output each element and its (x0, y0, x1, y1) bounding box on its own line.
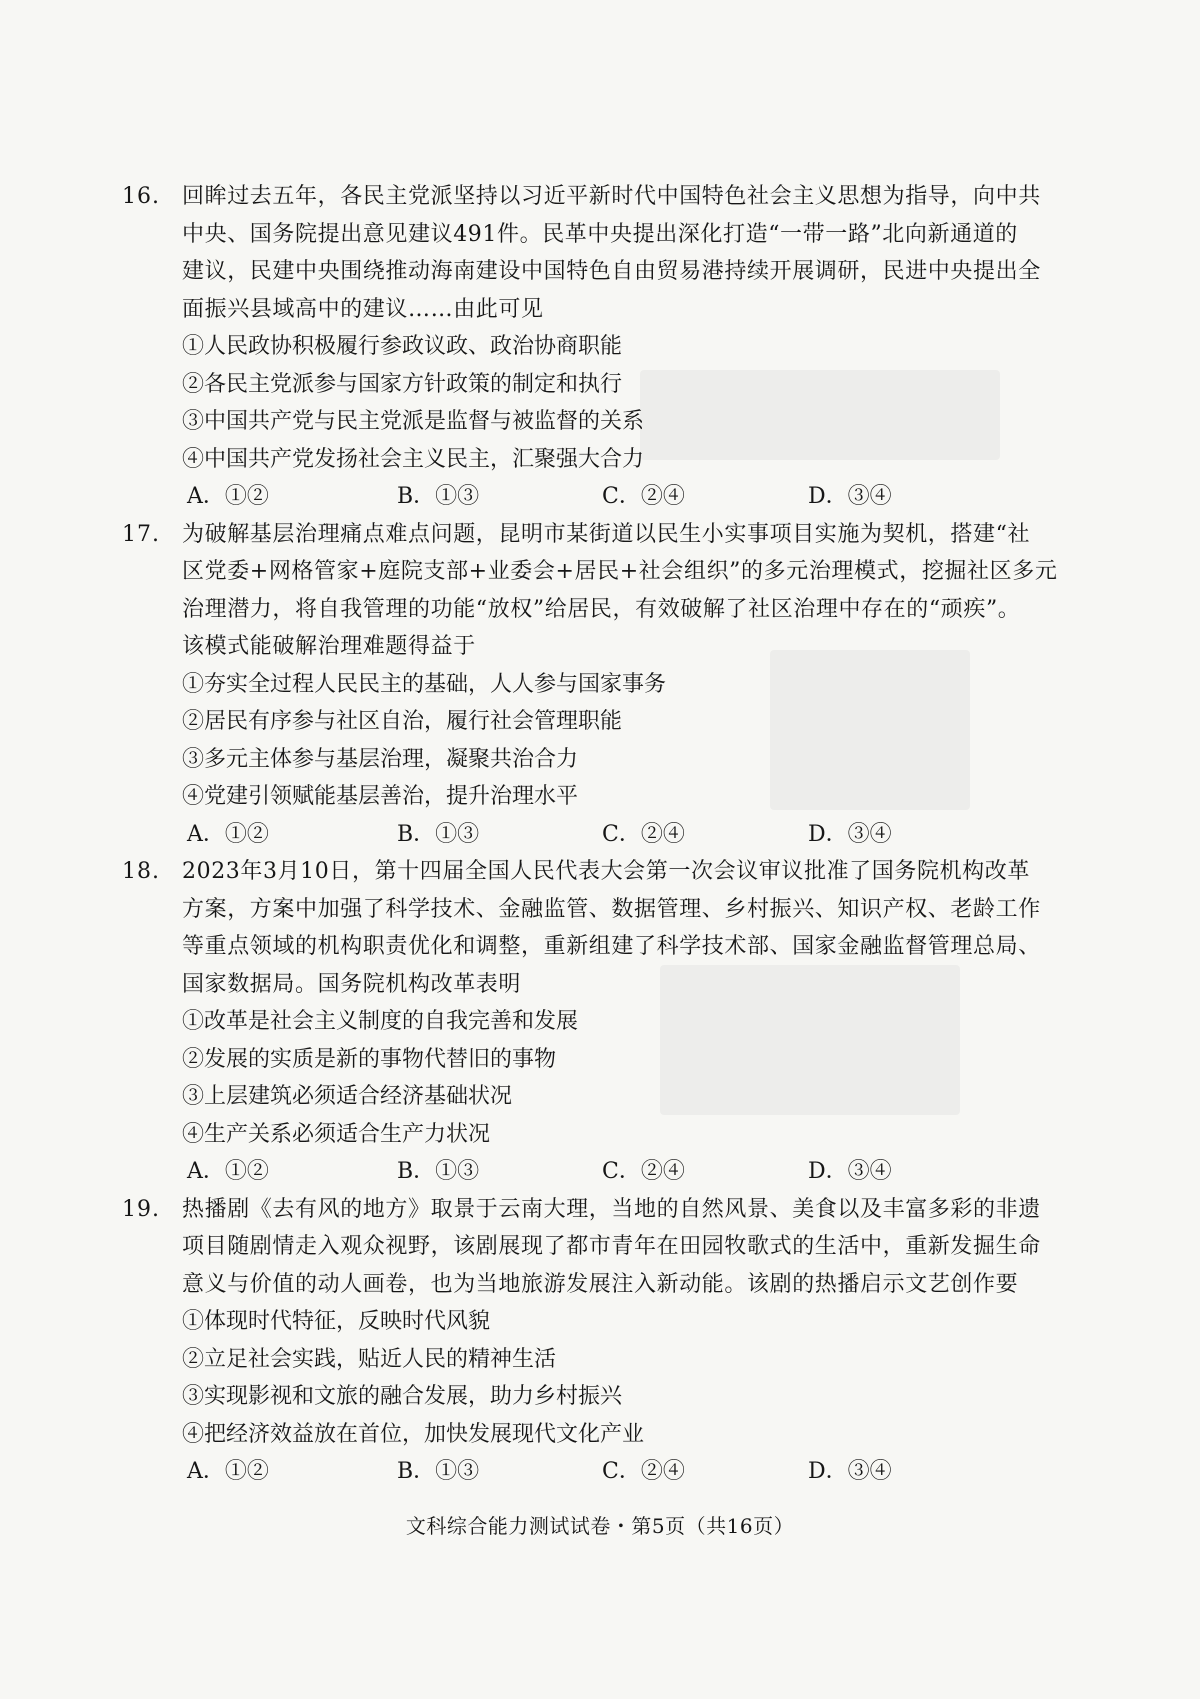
question-number: 16. (122, 184, 160, 209)
questions-area (0, 178, 1200, 1491)
statement-2: ②立足社会实践，贴近人民的精神生活 (182, 1346, 557, 1372)
statement-2: ②居民有序参与社区自治，履行社会管理职能 (182, 709, 623, 734)
statement-4: ④党建引领赋能基层善治，提升治理水平 (182, 784, 579, 809)
stem-line: 区党委+网格管家+庭院支部+业委会+居民+社会组织”的多元治理模式，挖掘社区多元 (182, 559, 1058, 584)
statement-1: ①改革是社会主义制度的自我完善和发展 (182, 1009, 579, 1034)
answer-choices (182, 1153, 1060, 1191)
choice-b[interactable]: B．①③ (397, 1459, 480, 1484)
stem-line: 中央、国务院提出意见建议491件。民革中央提出深化打造“一带一路”北向新通道的 (182, 221, 1018, 247)
statement-1: ①人民政协积极履行参政议政、政治协商职能 (182, 334, 623, 359)
stem-line: 该模式能破解治理难题得益于 (182, 634, 476, 659)
choice-b[interactable]: B．①③ (397, 821, 480, 847)
choice-a[interactable]: A．①② (187, 1459, 269, 1484)
question-19 (122, 1191, 1060, 1491)
choice-d[interactable]: D．③④ (808, 1459, 892, 1484)
statement-4: ④把经济效益放在首位，加快发展现代文化产业 (182, 1421, 645, 1447)
statement-4: ④中国共产党发扬社会主义民主，汇聚强大合力 (182, 446, 645, 472)
question-number: 19. (122, 1196, 160, 1222)
choice-d[interactable]: D．③④ (808, 1159, 892, 1184)
choice-a[interactable]: A．①② (187, 1159, 269, 1184)
question-18 (122, 853, 1060, 1191)
choice-a[interactable]: A．①② (187, 484, 269, 509)
stem-line: 回眸过去五年，各民主党派坚持以习近平新时代中国特色社会主义思想为指导，向中共 (182, 184, 1041, 209)
answer-choices (182, 478, 1060, 516)
statement-3: ③实现影视和文旅的融合发展，助力乡村振兴 (182, 1384, 623, 1409)
stem-line: 方案，方案中加强了科学技术、金融监管、数据管理、乡村振兴、知识产权、老龄工作 (182, 896, 1041, 922)
stem-line: 为破解基层治理痛点难点问题，昆明市某街道以民生小实事项目实施为契机，搭建“社 (182, 521, 1031, 547)
question-number: 18. (122, 859, 160, 884)
statement-4: ④生产关系必须适合生产力状况 (182, 1121, 491, 1147)
choice-b[interactable]: B．①③ (397, 484, 480, 509)
answer-choices (182, 1453, 1060, 1491)
statement-1: ①夯实全过程人民民主的基础，人人参与国家事务 (182, 671, 667, 697)
choice-c[interactable]: C．②④ (602, 821, 685, 847)
question-16 (122, 178, 1060, 516)
answer-choices (182, 816, 1060, 854)
choice-b[interactable]: B．①③ (397, 1159, 480, 1184)
choice-c[interactable]: C．②④ (602, 1159, 685, 1184)
page-footer: 文科综合能力测试试卷・第5页（共16页） (405, 1514, 795, 1538)
statement-3: ③上层建筑必须适合经济基础状况 (182, 1084, 513, 1109)
choice-a[interactable]: A．①② (187, 821, 269, 847)
statement-2: ②各民主党派参与国家方针政策的制定和执行 (182, 371, 623, 397)
stem-line: 治理潜力，将自我管理的功能“放权”给居民，有效破解了社区治理中存在的“顽疾”。 (182, 596, 1021, 622)
choice-d[interactable]: D．③④ (808, 484, 892, 509)
stem-line: 面振兴县域高中的建议……由此可见 (182, 296, 544, 322)
stem-line: 意义与价值的动人画卷，也为当地旅游发展注入新动能。该剧的热播启示文艺创作要 (182, 1271, 1019, 1297)
choice-c[interactable]: C．②④ (602, 484, 685, 509)
question-17 (122, 516, 1060, 854)
statement-3: ③多元主体参与基层治理，凝聚共治合力 (182, 746, 579, 772)
stem-line: 2023年3月10日，第十四届全国人民代表大会第一次会议审议批准了国务院机构改革 (182, 859, 1030, 884)
stem-line: 等重点领域的机构职责优化和调整，重新组建了科学技术部、国家金融监督管理总局、 (182, 934, 1041, 959)
stem-line: 热播剧《去有风的地方》取景于云南大理，当地的自然风景、美食以及丰富多彩的非遗 (182, 1196, 1041, 1222)
statement-3: ③中国共产党与民主党派是监督与被监督的关系 (182, 409, 645, 434)
choice-d[interactable]: D．③④ (808, 821, 892, 847)
stem-line: 项目随剧情走入观众视野，该剧展现了都市青年在田园牧歌式的生活中，重新发掘生命 (182, 1234, 1041, 1259)
question-number: 17. (122, 521, 160, 547)
stem-line: 建议，民建中央围绕推动海南建设中国特色自由贸易港持续开展调研，民进中央提出全 (182, 259, 1041, 284)
statement-1: ①体现时代特征，反映时代风貌 (182, 1309, 491, 1334)
choice-c[interactable]: C．②④ (602, 1459, 685, 1484)
stem-line: 国家数据局。国务院机构改革表明 (182, 971, 522, 997)
statement-2: ②发展的实质是新的事物代替旧的事物 (182, 1046, 557, 1072)
